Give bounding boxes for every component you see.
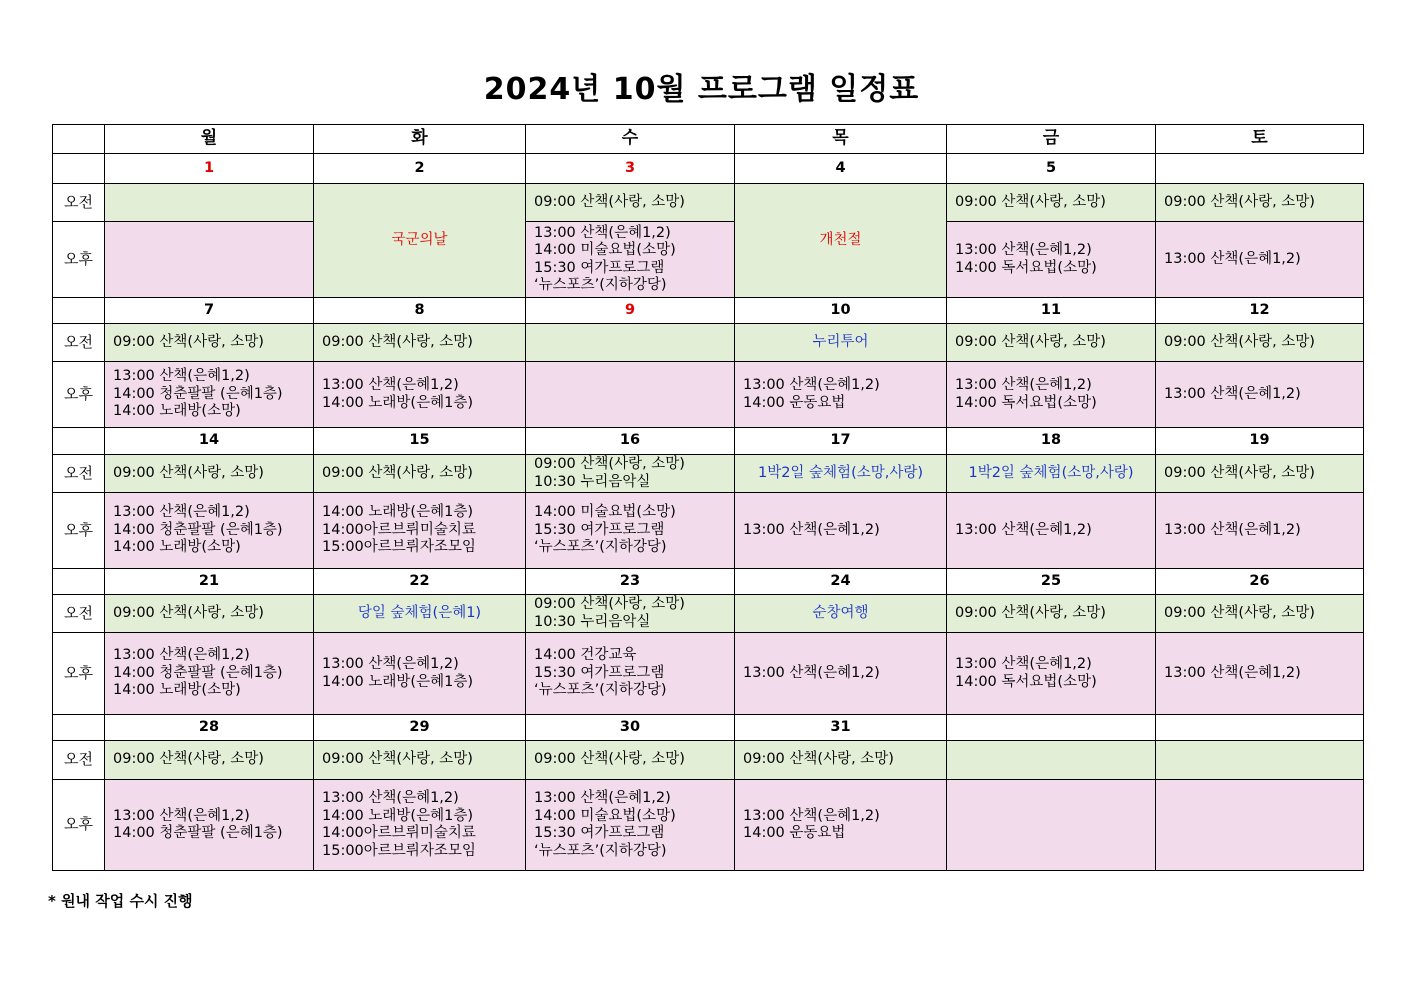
date-cell: 4 [735,154,947,184]
am-activity-cell: 09:00 산책(사랑, 소망) [105,324,314,362]
am-activity-cell [105,184,314,222]
am-activity-cell: 누리투어 [735,324,947,362]
activity-line: 14:00 노래방(은혜1층) [322,394,473,411]
am-activity-cell: 09:00 산책(사랑, 소망) [947,184,1156,222]
holiday-cell: 개천절 [735,184,947,298]
date-cell: 1 [105,154,314,184]
activity-line: 14:00 노래방(은혜1층) [322,807,473,824]
activity-line: 14:00 독서요법(소망) [955,259,1097,276]
am-activity-cell [526,595,735,633]
pm-activity-cell [526,493,735,569]
pm-activity-cell [105,493,314,569]
date-cell: 31 [735,715,947,741]
activity-line: 14:00 청춘팔팔 (은혜1층) [113,664,283,681]
am-label: 오전 [53,741,105,780]
activity-line: 14:00 청춘팔팔 (은혜1층) [113,825,283,841]
holiday-cell: 국군의날 [314,184,526,298]
am-activity-cell [526,324,735,362]
pm-activity-cell [735,780,947,871]
activity-line: 13:00 산책(은혜1,2) [955,377,1092,393]
activity-line: 14:00아르브뤼미술치료 [322,825,476,841]
pm-label: 오후 [53,780,105,871]
date-cell: 11 [947,298,1156,324]
am-label: 오전 [53,184,105,222]
activity-line: 09:00 산책(사랑, 소망) [534,456,685,472]
pm-activity-cell [105,780,314,871]
activity-line: 14:00 노래방(소망) [113,539,241,556]
pm-row [53,493,1364,569]
date-cell: 19 [1156,428,1364,455]
am-activity-cell [1156,741,1364,780]
activity-line: ‘뉴스포츠’(지하강당) [534,539,667,556]
activity-line: 15:30 여가프로그램 [534,521,665,538]
activity-line: 13:00 산책(은혜1,2) [1164,521,1301,538]
pm-label: 오후 [53,633,105,715]
activity-line: 15:30 여가프로그램 [534,825,665,841]
pm-activity-cell [947,222,1156,298]
pm-label: 오후 [53,493,105,569]
date-row [53,428,1364,455]
activity-line: 15:00아르브뤼자조모임 [322,842,476,859]
activity-line: ‘뉴스포츠’(지하강당) [534,682,667,699]
date-cell: 24 [735,569,947,595]
activity-line: 10:30 누리음악실 [534,613,651,630]
am-activity-cell: 09:00 산책(사랑, 소망) [105,595,314,633]
pm-activity-cell [314,633,526,715]
pm-activity-cell [526,633,735,715]
activity-line: 13:00 산책(은혜1,2) [322,377,459,393]
activity-line: 14:00아르브뤼미술치료 [322,521,476,538]
am-row [53,184,1364,222]
activity-line: 14:00 노래방(은혜1층) [322,673,473,690]
activity-line: 14:00 미술요법(소망) [534,242,676,258]
pm-activity-cell [735,633,947,715]
pm-activity-cell [526,222,735,298]
activity-line: 13:00 산책(은혜1,2) [534,790,671,806]
page-title: 2024년 10월 프로그램 일정표 [483,72,920,107]
am-activity-cell [947,741,1156,780]
activity-line: 14:00 청춘팔팔 (은혜1층) [113,521,283,538]
am-activity-cell: 1박2일 숲체험(소망,사랑) [947,455,1156,493]
am-activity-cell: 09:00 산책(사랑, 소망) [947,595,1156,633]
weekday-wed: 수 [526,125,735,154]
date-row-label-cell [53,298,105,324]
date-cell [53,154,105,184]
date-row [53,154,1364,184]
date-row-label-cell [53,428,105,455]
am-row [53,741,1364,780]
am-label: 오전 [53,595,105,633]
am-activity-cell: 09:00 산책(사랑, 소망) [735,741,947,780]
date-cell: 17 [735,428,947,455]
date-cell: 12 [1156,298,1364,324]
am-activity-cell: 09:00 산책(사랑, 소망) [526,184,735,222]
weekday-fri: 금 [947,125,1156,154]
date-cell [1156,715,1364,741]
activity-line: 13:00 산책(은혜1,2) [743,807,880,824]
activity-line: 14:00 운동요법 [743,394,846,411]
pm-activity-cell [105,222,314,298]
date-cell: 5 [947,154,1156,184]
am-row [53,455,1364,493]
am-activity-cell: 09:00 산책(사랑, 소망) [1156,595,1364,633]
date-cell: 29 [314,715,526,741]
pm-row [53,362,1364,428]
date-row [53,298,1364,324]
activity-line: ‘뉴스포츠’(지하강당) [534,842,667,859]
activity-line: 14:00 미술요법(소망) [534,504,676,521]
date-row [53,569,1364,595]
activity-line: 13:00 산책(은혜1,2) [113,504,250,521]
am-activity-cell: 09:00 산책(사랑, 소망) [314,324,526,362]
pm-activity-cell [947,362,1156,428]
date-cell: 14 [105,428,314,455]
am-activity-cell: 당일 숲체험(은혜1) [314,595,526,633]
am-activity-cell: 09:00 산책(사랑, 소망) [947,324,1156,362]
activity-line: 13:00 산책(은혜1,2) [955,521,1092,538]
activity-line: 14:00 노래방(소망) [113,682,241,699]
weekday-mon: 월 [105,125,314,154]
activity-line: 13:00 산책(은혜1,2) [534,224,671,241]
activity-line: 14:00 독서요법(소망) [955,673,1097,690]
activity-line: 10:30 누리음악실 [534,473,651,490]
activity-line: 14:00 미술요법(소망) [534,807,676,824]
pm-label: 오후 [53,362,105,428]
am-activity-cell [526,455,735,493]
activity-line: 15:30 여가프로그램 [534,259,665,276]
date-row-label-cell [53,569,105,595]
pm-activity-cell [735,362,947,428]
activity-line: 14:00 건강교육 [534,647,637,664]
weekday-header-row [53,125,1364,154]
pm-activity-cell [735,493,947,569]
activity-line: 13:00 산책(은혜1,2) [113,647,250,664]
activity-line: 13:00 산책(은혜1,2) [743,521,880,538]
pm-activity-cell [314,493,526,569]
am-activity-cell: 09:00 산책(사랑, 소망) [1156,324,1364,362]
footnote: * 원내 작업 수시 진행 [48,892,193,910]
activity-line: 13:00 산책(은혜1,2) [1164,385,1301,402]
date-cell: 30 [526,715,735,741]
date-cell: 8 [314,298,526,324]
activity-line: 13:00 산책(은혜1,2) [955,656,1092,672]
schedule-table [52,124,1364,871]
weekday-sat: 토 [1156,125,1364,154]
date-cell: 3 [526,154,735,184]
date-cell: 26 [1156,569,1364,595]
date-cell: 15 [314,428,526,455]
pm-activity-cell [1156,633,1364,715]
activity-line: 09:00 산책(사랑, 소망) [534,596,685,612]
activity-line: 15:00아르브뤼자조모임 [322,539,476,556]
pm-label: 오후 [53,222,105,298]
am-activity-cell: 09:00 산책(사랑, 소망) [314,455,526,493]
activity-line: 15:30 여가프로그램 [534,664,665,681]
am-activity-cell: 09:00 산책(사랑, 소망) [314,741,526,780]
weekday-tue: 화 [314,125,526,154]
activity-line: 14:00 운동요법 [743,825,846,841]
date-cell [947,715,1156,741]
activity-line: 14:00 청춘팔팔 (은혜1층) [113,385,283,402]
date-cell: 7 [105,298,314,324]
pm-activity-cell [947,493,1156,569]
pm-row [53,633,1364,715]
am-activity-cell: 09:00 산책(사랑, 소망) [526,741,735,780]
weekday-thu: 목 [735,125,947,154]
activity-line: 13:00 산책(은혜1,2) [1164,250,1301,267]
activity-line: ‘뉴스포츠’(지하강당) [534,277,667,293]
pm-activity-cell [105,633,314,715]
activity-line: 14:00 노래방(소망) [113,403,241,420]
am-label: 오전 [53,324,105,362]
pm-activity-cell [526,362,735,428]
activity-line: 13:00 산책(은혜1,2) [955,242,1092,258]
date-cell: 25 [947,569,1156,595]
activity-line: 14:00 노래방(은혜1층) [322,504,473,521]
date-row [53,715,1364,741]
am-activity-cell: 09:00 산책(사랑, 소망) [1156,455,1364,493]
activity-line: 14:00 독서요법(소망) [955,394,1097,411]
pm-row [53,222,1364,298]
activity-line: 13:00 산책(은혜1,2) [1164,664,1301,681]
am-activity-cell: 1박2일 숲체험(소망,사랑) [735,455,947,493]
am-activity-cell: 순창여행 [735,595,947,633]
am-activity-cell: 09:00 산책(사랑, 소망) [1156,184,1364,222]
activity-line: 13:00 산책(은혜1,2) [743,664,880,681]
date-cell: 21 [105,569,314,595]
pm-activity-cell [526,780,735,871]
date-cell: 28 [105,715,314,741]
pm-activity-cell [947,780,1156,871]
pm-activity-cell [1156,780,1364,871]
am-row [53,595,1364,633]
date-cell: 10 [735,298,947,324]
pm-activity-cell [314,780,526,871]
activity-line: 13:00 산책(은혜1,2) [322,656,459,672]
date-row-label-cell [53,715,105,741]
date-cell: 22 [314,569,526,595]
date-cell: 2 [314,154,526,184]
am-label: 오전 [53,455,105,493]
pm-activity-cell [105,362,314,428]
am-activity-cell: 09:00 산책(사랑, 소망) [105,455,314,493]
pm-activity-cell [1156,362,1364,428]
corner-cell [53,125,105,154]
pm-activity-cell [947,633,1156,715]
activity-line: 13:00 산책(은혜1,2) [113,807,250,824]
activity-line: 13:00 산책(은혜1,2) [322,790,459,806]
pm-activity-cell [1156,493,1364,569]
date-cell: 9 [526,298,735,324]
pm-activity-cell [314,362,526,428]
date-cell: 18 [947,428,1156,455]
pm-activity-cell [1156,222,1364,298]
date-cell: 16 [526,428,735,455]
am-row [53,324,1364,362]
date-cell: 23 [526,569,735,595]
pm-row [53,780,1364,871]
activity-line: 13:00 산책(은혜1,2) [743,377,880,393]
am-activity-cell: 09:00 산책(사랑, 소망) [105,741,314,780]
activity-line: 13:00 산책(은혜1,2) [113,368,250,385]
